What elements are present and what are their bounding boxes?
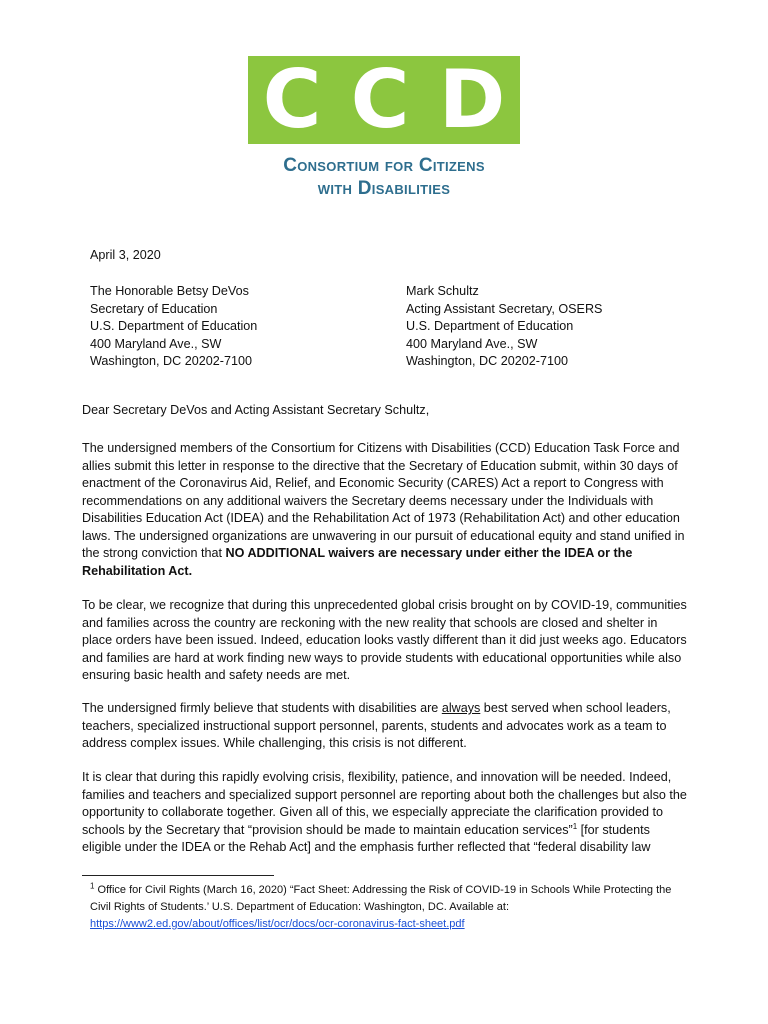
paragraph-4 [82,769,690,857]
footnote-number: 1 [90,881,95,891]
logo-org-name [248,154,520,200]
logo-name-line-2: with Disabilities [317,178,451,199]
recipient-left-line: 400 Maryland Ave., SW [90,336,222,351]
paragraph-4-after: [for students eligible under the IDEA or the Rehab Act] and the emphasis further reflected that “federal disability law [82,822,651,854]
paragraph-2: To be clear, we recognize that during this unprecedented global crisis brought on by COVID-19, communities and families across the country are reckoning with the new reality that schools are closed and shelter in place orders have been issued. Indeed, education looks vastly different than it did just weeks ago. Educators and families are hard at work finding new ways to provide students with educational opportunities while also ensuring basic health and safety needs are met. [82,598,687,682]
logo-letter-c2: C [350,53,410,146]
recipient-address-left [90,283,257,371]
paragraph-3-after: best served when school leaders, teachers, specialized instructional support personnel, parents, students and advocates work as a team to address complex issues. While challenging, this crisis is not different. [82,701,671,750]
ccd-logo [248,53,520,200]
footnote-link[interactable]: https://www2.ed.gov/about/offices/list/ocr/docs/ocr-coronavirus-fact-sheet.pdf [90,918,465,930]
logo-name-line-1: Consortium for Citizens [283,155,485,176]
recipient-right-line: Acting Assistant Secretary, OSERS [406,301,603,316]
ccd-logo-box [248,53,520,146]
recipient-address-right [406,283,602,371]
paragraph-3-emphasis: always [441,701,481,715]
recipient-left-line: Secretary of Education [90,301,218,316]
paragraph-3 [82,700,690,753]
paragraph-3-before: The undersigned firmly believe that students with disabilities are [82,701,442,715]
recipient-right-line: U.S. Department of Education [406,319,574,333]
paragraph-1-bold-statement: NO ADDITIONAL waivers are necessary under either the IDEA or the Rehabilitation Act. [82,546,633,578]
salutation: Dear Secretary DeVos and Acting Assistant Secretary Schultz, [82,403,430,417]
paragraph-4-before: It is clear that during this rapidly evolving crisis, flexibility, patience, and innovation will be needed. Indeed, families and teachers and specialized support personnel are reporting about both the challenges but also the opportunity to collaborate together. Given all of this, we especially appreciate the clarification provided to schools by the Secretary that “provision should be made to maintain education services” [82,770,687,837]
paragraph-1 [82,440,690,580]
recipient-right-line: Washington, DC 20202-7100 [406,354,568,368]
footnote [90,882,690,933]
recipient-left-line: U.S. Department of Education [90,319,258,333]
recipient-right-line: 400 Maryland Ave., SW [406,336,538,351]
logo-letter-c1: C [262,53,322,146]
recipient-left-line: The Honorable Betsy DeVos [90,284,249,298]
recipient-left-line: Washington, DC 20202-7100 [90,354,252,368]
paragraph-1-text: The undersigned members of the Consortium for Citizens with Disabilities (CCD) Education Task Force and allies submit this letter in response to the directive that the Secretary of Education submit, within 30 days of enactment of the Coronavirus Aid, Relief, and Economic Security (CARES) Act a report to Congress with recommendations on any additional waivers the Secretary deems necessary under the Individuals with Disabilities Education Act (IDEA) and the Rehabilitation Act of 1973 (Rehabilitation Act) and other education laws. The undersigned organizations are unwavering in our pursuit of educational equity and stand unified in the strong conviction that [82,441,685,560]
footnote-divider [82,875,274,876]
recipient-right-line: Mark Schultz [406,284,479,298]
logo-letter-d: D [438,53,506,146]
footnote-text: Office for Civil Rights (March 16, 2020) “Fact Sheet: Addressing the Risk of COVID-19 in Schools While Protecting the Civil Rights of Students.’ U.S. Department of Education: Washington, DC. Available at: [90,884,672,913]
footnote-reference[interactable]: 1 [572,821,578,831]
letter-date: April 3, 2020 [90,248,161,262]
